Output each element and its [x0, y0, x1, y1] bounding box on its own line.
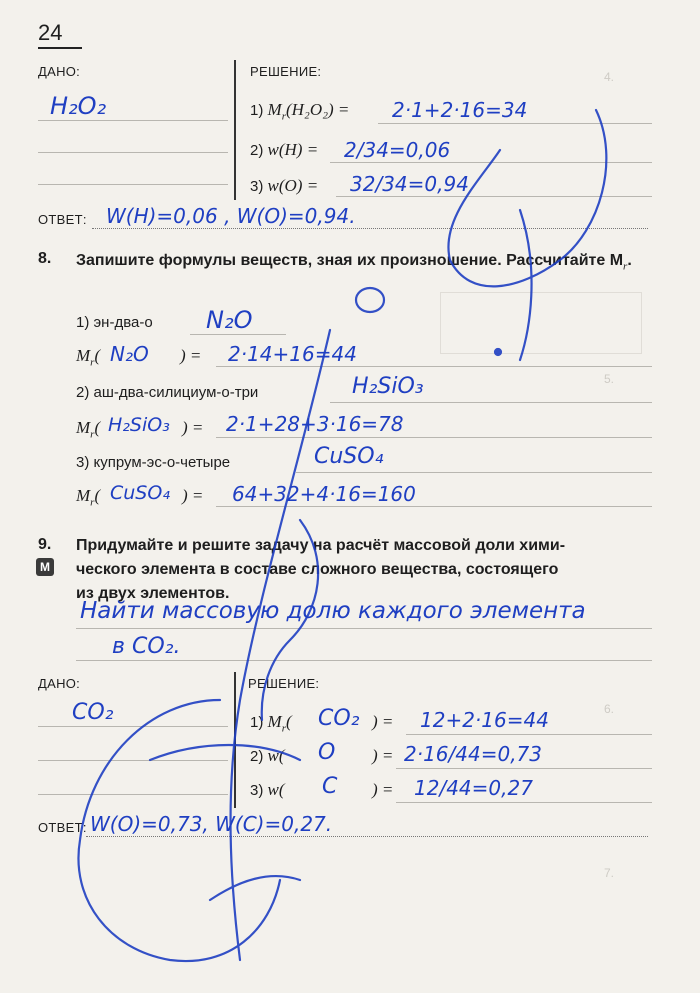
- m-badge-icon: M: [36, 558, 54, 576]
- scribble-zig: [262, 520, 318, 720]
- task-8-formula-1: N₂O: [206, 306, 253, 334]
- solution-answer-3: 32/34=0,94: [350, 172, 469, 196]
- scribble-circle-small: [356, 288, 384, 312]
- scribble-long-stroke: [231, 330, 330, 960]
- task-8-mr-2: $M_r$(: [76, 418, 101, 441]
- given-value-1: H₂O₂: [50, 92, 107, 120]
- task-8-mr-close-3: ) =: [182, 486, 204, 505]
- task-9-line-1: 1) $M_r$(: [250, 712, 292, 735]
- task-9-problem-1: Найти массовую долю каждого элемента: [80, 598, 586, 624]
- task-8-mr-close-1: ) =: [180, 346, 202, 365]
- task-8-calc-3: 64+32+4·16=160: [232, 482, 416, 506]
- task-9-number: 9.: [38, 536, 52, 553]
- task-9-line-2-calc: 2·16/44=0,73: [404, 742, 543, 766]
- task-8-number: 8.: [38, 250, 52, 267]
- task-9-line-2: 2) w(: [250, 746, 285, 765]
- page-number: 24: [38, 20, 63, 45]
- scribble-wave: [150, 745, 300, 760]
- answer-value-2: W(O)=0,73, W(C)=0,27.: [90, 812, 333, 836]
- task-8-formula-2: H₂SiO₃: [352, 374, 424, 399]
- task-9-line-3-calc: 12/44=0,27: [414, 776, 533, 800]
- task-8-item-1: 1) эн-два-о: [76, 314, 153, 331]
- task-8-mr-3: $M_r$(: [76, 486, 101, 509]
- scribble-dot: [495, 349, 501, 355]
- scribble-hook: [520, 210, 532, 360]
- task-9-line-2-close: ) =: [372, 746, 394, 765]
- given-label-2: ДАНО:: [38, 676, 81, 691]
- task-9-line-2-in: O: [318, 740, 336, 765]
- solution-answer-1: 2·1+2·16=34: [392, 98, 528, 122]
- answer-value-1: W(H)=0,06 , W(O)=0,94.: [106, 204, 356, 228]
- answer-label-1: ОТВЕТ:: [38, 212, 87, 227]
- bleed-through: 4. 5. 6. 7.: [0, 0, 700, 993]
- task-9-text: Придумайте и решите задачу на расчёт массовой доли хими- ческого элемента в составе сложного вещества, состоящего из двух элементов.: [76, 537, 566, 602]
- given-value-2: CO₂: [72, 700, 114, 725]
- task-9-line-3-close: ) =: [372, 780, 394, 799]
- solution-line-1: 1) $M_r(H_2O_2)$ =: [250, 100, 350, 123]
- solution-answer-2: 2/34=0,06: [344, 138, 451, 162]
- task-8-mr-formula-3: CuSO₄: [110, 482, 170, 504]
- solution-line-3: 3) w(O) =: [250, 176, 319, 195]
- task-8-item-2: 2) аш-два-силициум-о-три: [76, 384, 259, 401]
- solution-line-2: 2) w(H) =: [250, 140, 319, 159]
- task-8-text: Запишите формулы веществ, зная их произношение. Рассчитайте $M_r$.: [76, 252, 632, 273]
- solution-label-2: РЕШЕНИЕ:: [248, 676, 320, 691]
- task-8-item-3: 3) купрум-эс-о-четыре: [76, 454, 231, 471]
- solution-label-1: РЕШЕНИЕ:: [250, 64, 322, 79]
- task-9-line-1-in: CO₂: [318, 706, 360, 731]
- task-9-problem-2: в CO₂.: [112, 634, 181, 659]
- task-8-mr-formula-1: N₂O: [110, 342, 149, 366]
- task-9-line-3-in: C: [322, 774, 338, 799]
- task-8-formula-3: CuSO₄: [314, 444, 384, 469]
- answer-label-2: ОТВЕТ:: [38, 820, 87, 835]
- task-8-mr-1: $M_r$(: [76, 346, 101, 369]
- task-8-mr-formula-2: H₂SiO₃: [108, 414, 170, 436]
- task-9-line-3: 3) w(: [250, 780, 285, 799]
- task-9-line-1-calc: 12+2·16=44: [420, 708, 549, 732]
- task-8-mr-close-2: ) =: [182, 418, 204, 437]
- scribble-mark: [210, 876, 300, 900]
- scribble-loop-left: [78, 700, 280, 961]
- given-label-1: ДАНО:: [38, 64, 81, 79]
- task-8-calc-2: 2·1+28+3·16=78: [226, 412, 404, 436]
- task-8-calc-1: 2·14+16=44: [228, 342, 357, 366]
- scribble-curve-right: [448, 110, 606, 286]
- task-9-line-1-close: ) =: [372, 712, 394, 731]
